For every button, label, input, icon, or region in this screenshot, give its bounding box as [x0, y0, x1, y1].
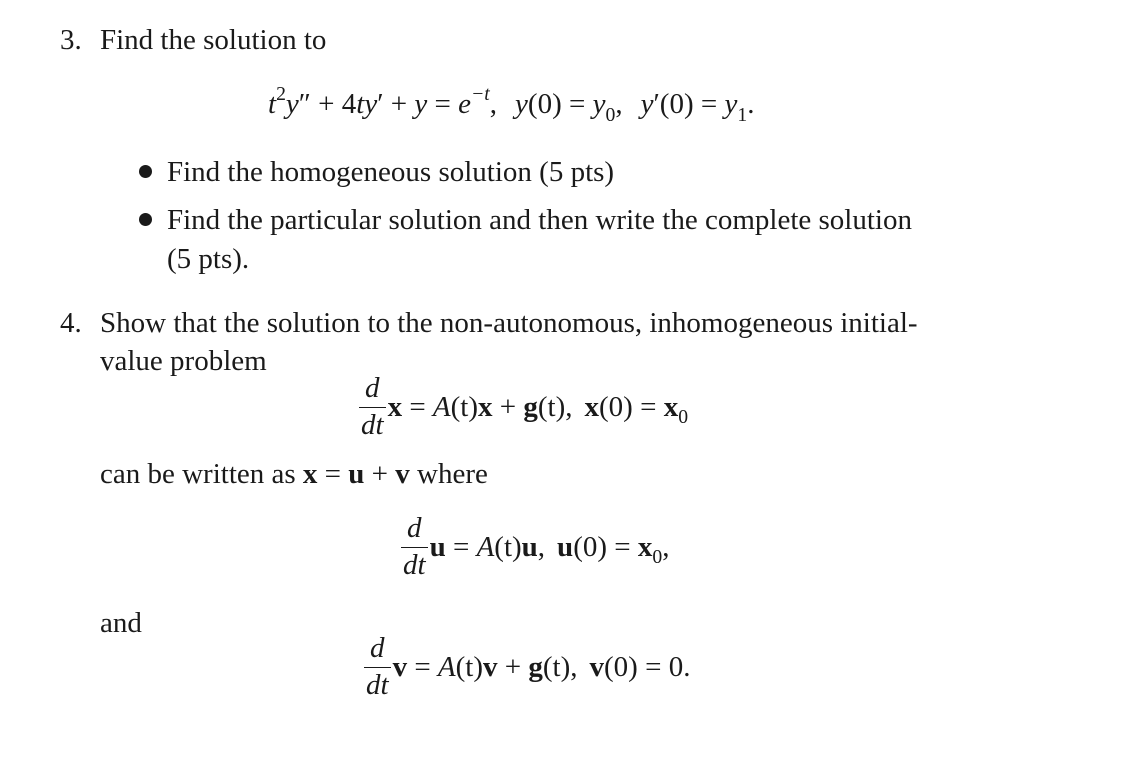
problem-4-number: 4.	[60, 307, 82, 339]
bullet-1-text: Find the homogeneous solution (5 pts)	[167, 156, 615, 188]
and-label: and	[100, 607, 142, 639]
derivative-fraction: $\frac{d}{dt}$	[366, 632, 389, 701]
problem-4-line-2: value problem	[100, 345, 267, 377]
bullet-2-text-cont: (5 pts).	[167, 243, 250, 275]
derivative-fraction: $\frac{d}{dt}$	[361, 372, 384, 441]
bullet-1	[139, 165, 152, 178]
problem-4-equation-3: $\frac{d}{dt}$ v = A(t)v + g(t), v(0) = 0.	[366, 632, 691, 701]
problem-4-equation-1: $\frac{d}{dt}$ x = A(t)x + g(t), $x(0) = x_0$	[361, 372, 689, 441]
derivative-fraction: $\frac{d}{dt}$	[403, 512, 426, 581]
problem-4-equation-2: $\frac{d}{dt}$ u = A(t)u, $u(0) = x_0$,	[403, 512, 670, 581]
can-be-written-line: can be written as x = u + v where	[100, 458, 488, 490]
problem-3-heading: Find the solution to	[100, 24, 327, 56]
problem-4-line-1: Show that the solution to the non-autonomous, inhomogeneous initial-	[100, 307, 918, 339]
bullet-2	[139, 213, 152, 226]
bullet-2-text: Find the particular solution and then write the complete solution	[167, 204, 912, 236]
problem-3-equation: $t^2y'' + 4ty' + y = e^{-t}$, $y(0) = y_0$, $y'(0) = y_1$.	[268, 83, 755, 126]
problem-3-number: 3.	[60, 24, 82, 56]
